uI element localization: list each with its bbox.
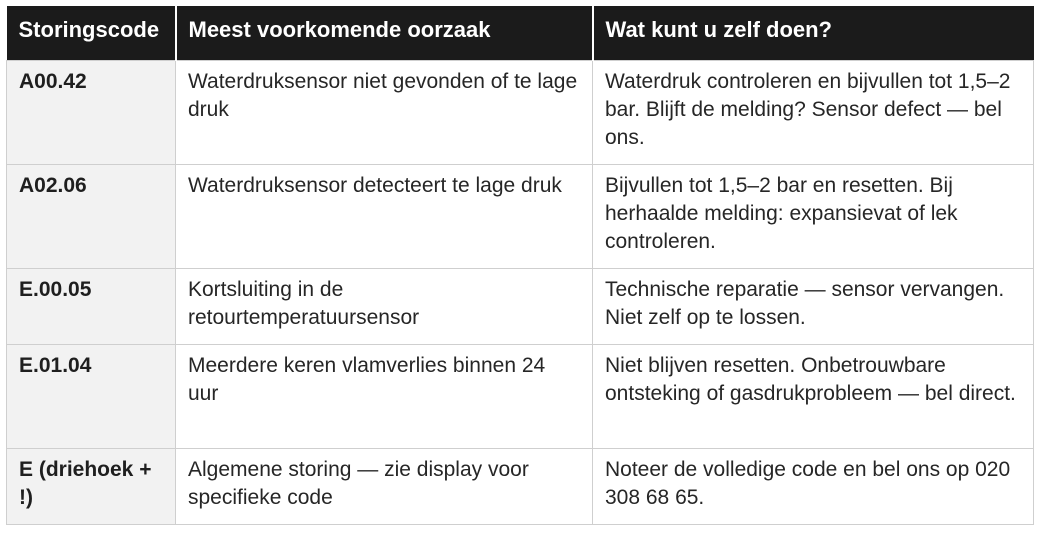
table-row (7, 164, 1034, 268)
fault-code-cell: E.01.04 (7, 344, 176, 448)
action-cell: Niet blijven resetten. Onbetrouwbare ontsteking of gasdrukprobleem — bel direct. (593, 344, 1034, 448)
fault-code-cell: E.00.05 (7, 268, 176, 344)
table-header (7, 6, 1034, 60)
cause-cell: Algemene storing — zie display voor specifieke code (176, 448, 593, 524)
cause-cell: Kortsluiting in de retourtemperatuursensor (176, 268, 593, 344)
header-cause: Meest voorkomende oorzaak (176, 6, 593, 60)
header-action: Wat kunt u zelf doen? (593, 6, 1034, 60)
fault-code-cell: A00.42 (7, 60, 176, 164)
header-code: Storingscode (7, 6, 176, 60)
cause-cell: Waterdruksensor niet gevonden of te lage druk (176, 60, 593, 164)
action-cell: Technische reparatie — sensor vervangen. Niet zelf op te lossen. (593, 268, 1034, 344)
fault-code-cell: E (driehoek + !) (7, 448, 176, 524)
action-cell: Waterdruk controleren en bijvullen tot 1,5–2 bar. Blijft de melding? Sensor defect — bel ons. (593, 60, 1034, 164)
table-row (7, 60, 1034, 164)
table-row (7, 268, 1034, 344)
fault-code-cell: A02.06 (7, 164, 176, 268)
action-cell: Noteer de volledige code en bel ons op 020 308 68 65. (593, 448, 1034, 524)
action-cell: Bijvullen tot 1,5–2 bar en resetten. Bij herhaalde melding: expansievat of lek controleren. (593, 164, 1034, 268)
table-row (7, 448, 1034, 524)
table-body (7, 60, 1034, 524)
fault-code-table (6, 6, 1034, 525)
cause-cell: Meerdere keren vlamverlies binnen 24 uur (176, 344, 593, 448)
cause-cell: Waterdruksensor detecteert te lage druk (176, 164, 593, 268)
header-row (7, 6, 1034, 60)
table-row (7, 344, 1034, 448)
